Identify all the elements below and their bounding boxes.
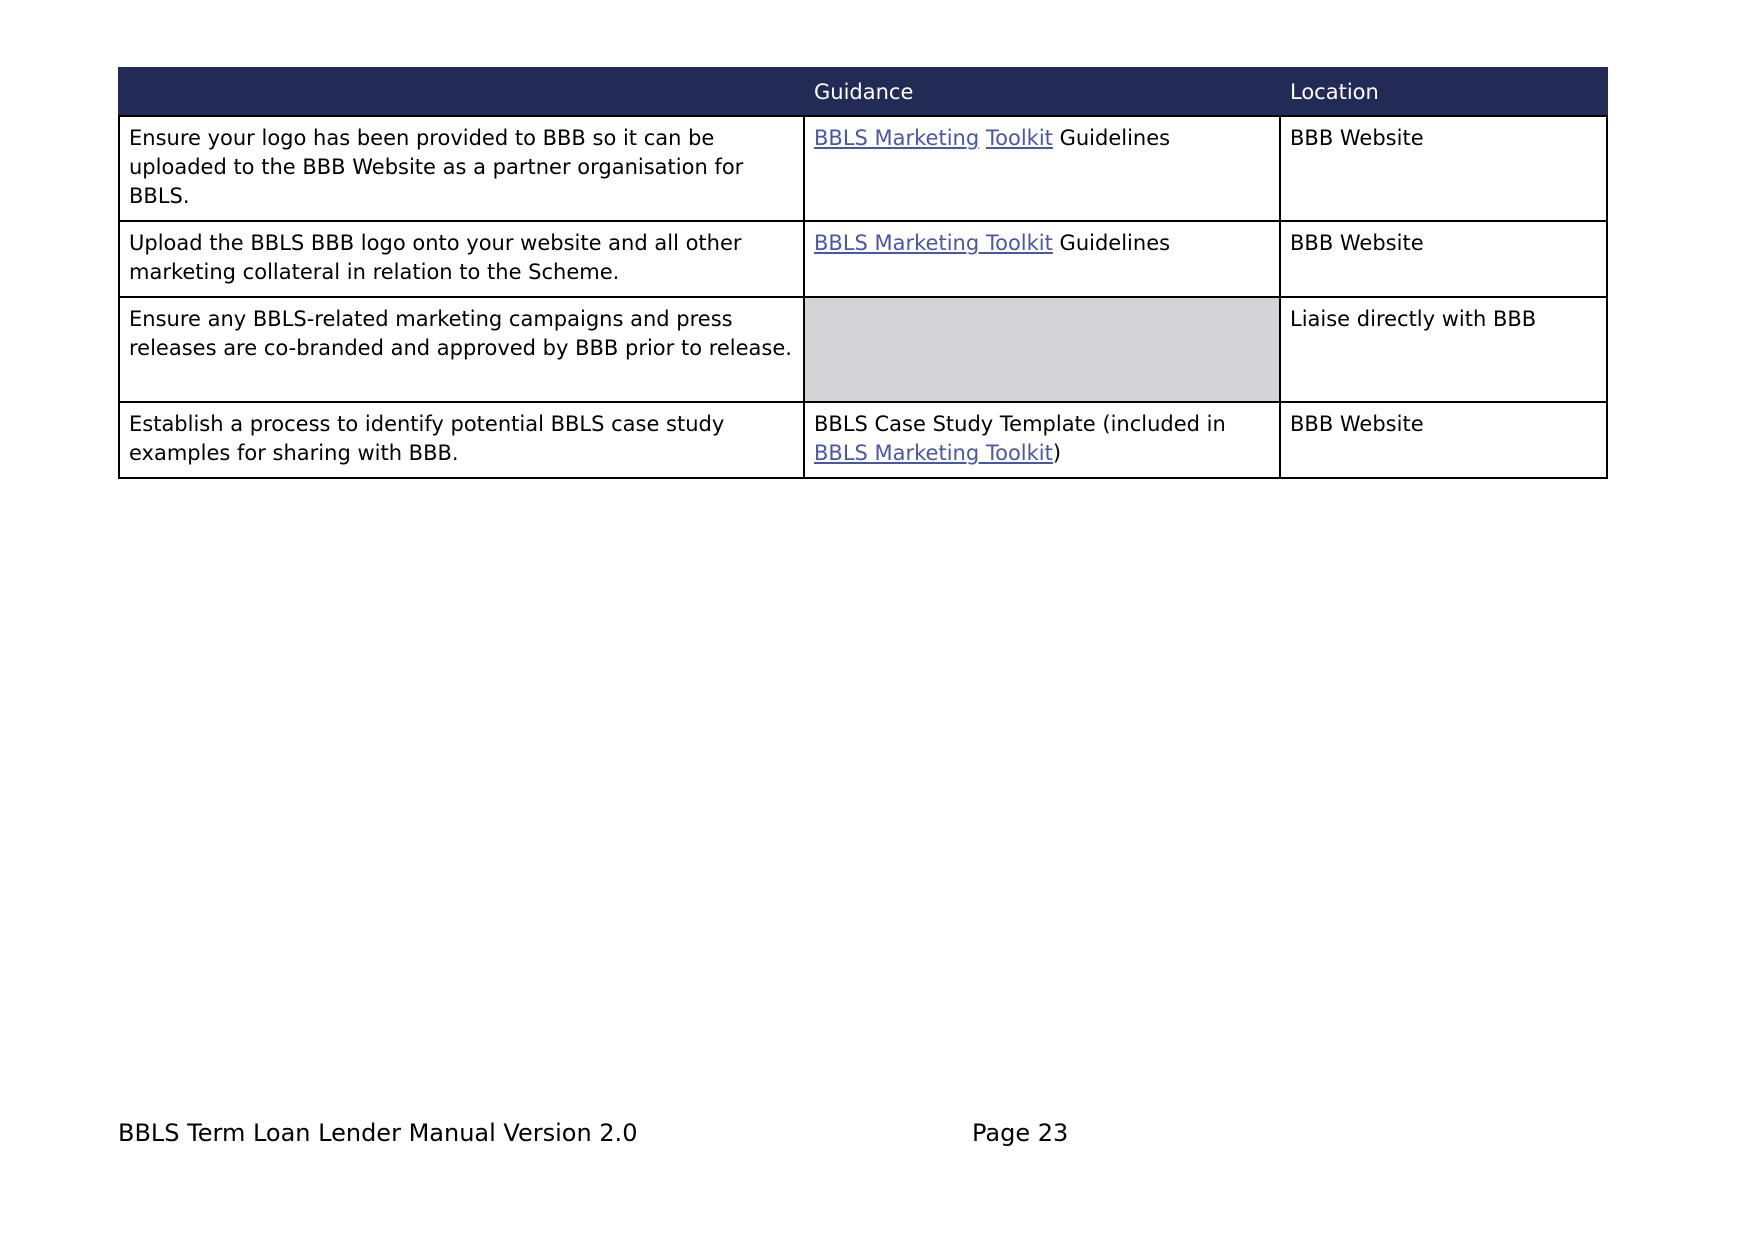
marketing-requirements-table: [118, 67, 1608, 479]
guidance-cell: [804, 221, 1280, 297]
table-row: [119, 402, 1607, 478]
marketing-toolkit-link[interactable]: BBLS Marketing: [814, 126, 980, 150]
guidance-cell: [804, 402, 1280, 478]
table-header-row: [119, 68, 1607, 116]
guidance-text: Guidelines: [1052, 126, 1171, 150]
location-cell: BBB Website: [1280, 116, 1607, 221]
location-cell: Liaise directly with BBB: [1280, 297, 1607, 402]
guidance-text: Guidelines: [1052, 231, 1171, 255]
table-row: [119, 297, 1607, 402]
action-cell: Establish a process to identify potential BBLS case study examples for sharing with BBB.: [119, 402, 804, 478]
footer-document-title: BBLS Term Loan Lender Manual Version 2.0: [118, 1119, 638, 1147]
marketing-toolkit-link[interactable]: BBLS Marketing Toolkit: [814, 231, 1053, 255]
header-action: [119, 68, 804, 116]
guidance-cell: [804, 116, 1280, 221]
guidance-cell-empty: [804, 297, 1280, 402]
location-cell: BBB Website: [1280, 221, 1607, 297]
header-location: Location: [1280, 68, 1607, 116]
marketing-toolkit-link[interactable]: BBLS Marketing Toolkit: [814, 441, 1053, 465]
table-row: [119, 221, 1607, 297]
action-cell: Ensure your logo has been provided to BBB so it can be uploaded to the BBB Website as a partner organisation for BBLS.: [119, 116, 804, 221]
guidance-text: BBLS Case Study Template (included in: [814, 412, 1226, 436]
action-cell: Upload the BBLS BBB logo onto your website and all other marketing collateral in relation to the Scheme.: [119, 221, 804, 297]
location-cell: BBB Website: [1280, 402, 1607, 478]
header-guidance: Guidance: [804, 68, 1280, 116]
footer-page-number: Page 23: [972, 1119, 1069, 1147]
guidance-text-closing: ): [1052, 441, 1062, 465]
action-cell: Ensure any BBLS-related marketing campaigns and press releases are co-branded and approved by BBB prior to release.: [119, 297, 804, 402]
toolkit-link[interactable]: Toolkit: [985, 126, 1053, 150]
table-row: [119, 116, 1607, 221]
